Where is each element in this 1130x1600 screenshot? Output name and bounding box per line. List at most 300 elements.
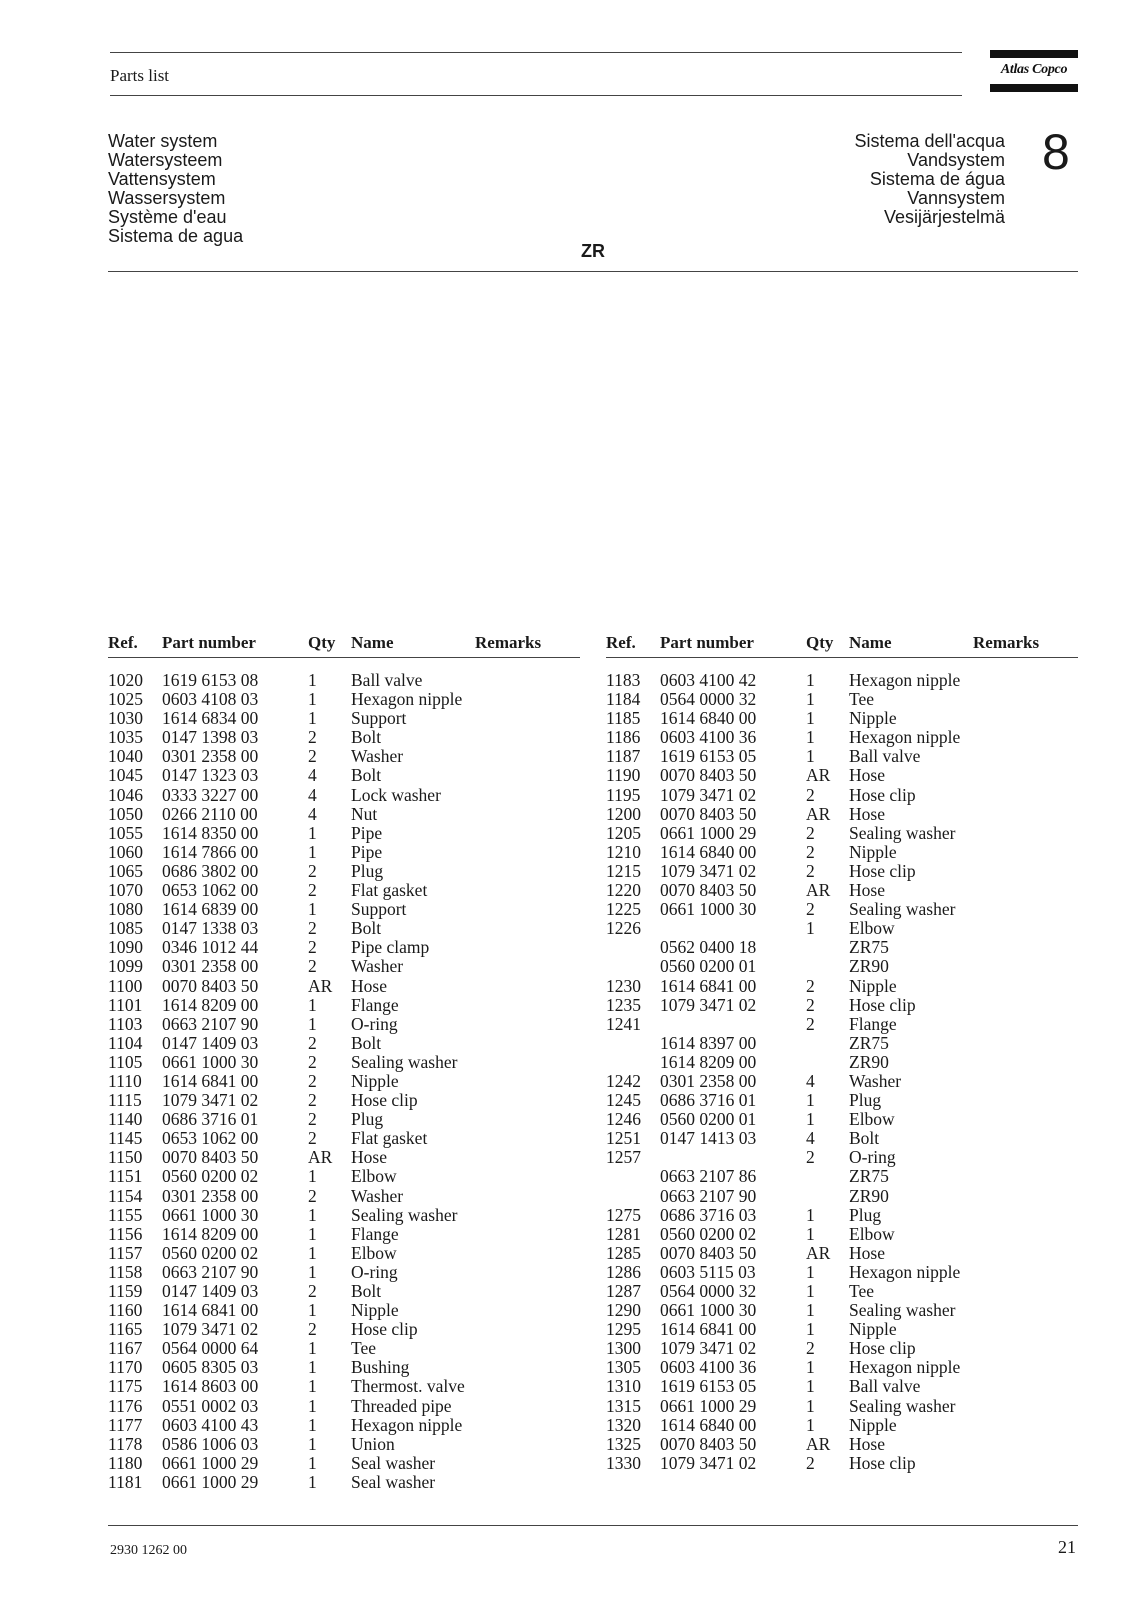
cell-ref: 1200: [606, 803, 641, 824]
cell-name: Support: [351, 708, 407, 729]
cell-name: Hose clip: [351, 1319, 418, 1340]
table-row: [108, 1416, 580, 1435]
cell-part-number: 1614 8397 00: [660, 1032, 757, 1053]
table-row: [606, 1244, 1078, 1263]
cell-name: Bolt: [849, 1128, 880, 1149]
cell-ref: 1257: [606, 1147, 641, 1168]
cell-ref: 1085: [108, 918, 143, 939]
cell-ref: 1320: [606, 1414, 641, 1435]
cell-qty: AR: [806, 1433, 831, 1454]
table-row: [108, 786, 580, 805]
cell-ref: 1025: [108, 689, 143, 710]
cell-ref: 1046: [108, 784, 143, 805]
cell-name: ZR75: [849, 1166, 889, 1187]
table-row: [606, 747, 1078, 766]
cell-part-number: 0147 1409 03: [162, 1281, 259, 1301]
cell-qty: 1: [806, 708, 815, 729]
table-row: [108, 1320, 580, 1339]
table-row: [108, 1377, 580, 1396]
cell-part-number: 1614 6840 00: [660, 708, 757, 729]
cell-part-number: 1614 6841 00: [162, 1300, 259, 1321]
table-row: [108, 862, 580, 881]
table-row: [606, 1301, 1078, 1320]
cell-name: Elbow: [849, 1109, 895, 1130]
cell-part-number: 0603 4108 03: [162, 689, 259, 710]
cell-qty: 1: [308, 1471, 317, 1492]
cell-ref: 1325: [606, 1433, 641, 1454]
cell-ref: 1156: [108, 1223, 143, 1244]
cell-part-number: 0686 3716 03: [660, 1204, 757, 1225]
cell-part-number: 1614 8603 00: [162, 1376, 259, 1397]
cell-qty: 2: [308, 880, 317, 901]
cell-part-number: 1079 3471 02: [660, 784, 757, 805]
cell-part-number: 0663 2107 86: [660, 1166, 757, 1187]
table-row: [606, 709, 1078, 728]
cell-qty: 2: [308, 1109, 317, 1130]
cell-part-number: 0661 1000 29: [162, 1471, 259, 1492]
cell-part-number: 0070 8403 50: [162, 1147, 259, 1168]
cell-part-number: 0147 1413 03: [660, 1128, 757, 1149]
cell-qty: 1: [308, 1261, 317, 1282]
cell-ref: 1155: [108, 1204, 143, 1225]
cell-part-number: 0147 1323 03: [162, 765, 259, 786]
cell-ref: 1165: [108, 1319, 143, 1340]
cell-part-number: 1614 7866 00: [162, 841, 259, 862]
cell-part-number: 1619 6153 05: [660, 746, 757, 767]
cell-part-number: 1619 6153 05: [660, 1376, 757, 1397]
cell-part-number: 0301 2358 00: [660, 1070, 757, 1091]
table-row: [108, 843, 580, 862]
cell-ref: 1235: [606, 994, 641, 1015]
cell-name: Nipple: [849, 1414, 897, 1435]
footer-rule: [108, 1525, 1078, 1526]
cell-ref: 1030: [108, 708, 143, 729]
cell-name: Hose clip: [849, 784, 916, 805]
cell-qty: 2: [308, 1319, 317, 1340]
cell-qty: 1: [308, 1433, 317, 1454]
cell-part-number: 1614 6834 00: [162, 708, 259, 729]
cell-ref: 1167: [108, 1338, 143, 1359]
cell-qty: 1: [308, 1242, 317, 1263]
cell-part-number: 1614 6839 00: [162, 899, 259, 920]
cell-ref: 1050: [108, 803, 143, 824]
table-row: [108, 977, 580, 996]
cell-name: Hose clip: [849, 1338, 916, 1359]
cell-name: Seal washer: [351, 1452, 436, 1473]
title-de: Wassersystem: [108, 188, 226, 208]
table-row: [606, 996, 1078, 1015]
cell-name: Flange: [351, 1223, 399, 1244]
cell-name: Hexagon nipple: [849, 1357, 961, 1378]
table-header: [108, 633, 580, 655]
cell-qty: 1: [806, 1281, 815, 1301]
cell-name: ZR75: [849, 1032, 889, 1053]
cell-part-number: 1614 6840 00: [660, 841, 757, 862]
cell-name: Sealing washer: [849, 1300, 956, 1321]
cell-name: Nipple: [849, 841, 897, 862]
cell-part-number: 0586 1006 03: [162, 1433, 259, 1454]
cell-part-number: 0346 1012 44: [162, 937, 259, 958]
table-row: [606, 1435, 1078, 1454]
table-row: [108, 1282, 580, 1301]
cell-ref: 1246: [606, 1109, 641, 1130]
cell-qty: 2: [806, 822, 815, 843]
cell-qty: AR: [308, 975, 333, 996]
cell-qty: 2: [806, 841, 815, 862]
cell-part-number: 0070 8403 50: [660, 1433, 757, 1454]
cell-name: Tee: [351, 1338, 377, 1359]
table-row: [108, 938, 580, 957]
cell-qty: AR: [308, 1147, 333, 1168]
titles-right: [854, 132, 1005, 227]
table-row: [606, 957, 1078, 976]
cell-name: Flange: [849, 1013, 897, 1034]
table-row: [606, 1225, 1078, 1244]
header-remarks: Remarks: [475, 633, 542, 652]
cell-qty: 1: [806, 1261, 815, 1282]
cell-ref: 1110: [108, 1070, 142, 1091]
cell-ref: 1305: [606, 1357, 641, 1378]
cell-ref: 1185: [606, 708, 641, 729]
cell-name: Plug: [351, 860, 384, 881]
cell-part-number: 0603 5115 03: [660, 1261, 756, 1282]
cell-name: Hose: [849, 1433, 885, 1454]
cell-part-number: 0070 8403 50: [162, 975, 259, 996]
table-row: [108, 805, 580, 824]
cell-name: Sealing washer: [849, 899, 956, 920]
cell-part-number: 1619 6153 08: [162, 670, 259, 690]
cell-part-number: 1079 3471 02: [162, 1090, 259, 1111]
cell-ref: 1070: [108, 880, 143, 901]
table-row: [108, 824, 580, 843]
table-row: [108, 1358, 580, 1377]
cell-ref: 1035: [108, 727, 143, 748]
table-row: [108, 1244, 580, 1263]
table-row: [606, 1397, 1078, 1416]
cell-part-number: 0564 0000 32: [660, 689, 757, 710]
cell-part-number: 0686 3802 00: [162, 860, 259, 881]
header-bottom-rule: [110, 95, 962, 96]
cell-ref: 1176: [108, 1395, 143, 1416]
cell-name: Hose: [351, 1147, 387, 1168]
table-row: [606, 1263, 1078, 1282]
cell-ref: 1183: [606, 670, 641, 690]
cell-qty: 1: [308, 822, 317, 843]
cell-qty: 2: [308, 918, 317, 939]
table-row: [606, 1167, 1078, 1186]
cell-ref: 1242: [606, 1070, 641, 1091]
table-row: [108, 1091, 580, 1110]
cell-name: Hose clip: [849, 1452, 916, 1473]
cell-qty: 1: [806, 1204, 815, 1225]
atlas-copco-logo: [990, 50, 1078, 94]
table-row: [606, 843, 1078, 862]
table-header: [606, 633, 1078, 655]
cell-name: O-ring: [351, 1013, 398, 1034]
cell-qty: 4: [308, 765, 317, 786]
cell-ref: 1275: [606, 1204, 641, 1225]
cell-name: Tee: [849, 689, 875, 710]
cell-qty: 1: [806, 1109, 815, 1130]
table-row: [108, 1225, 580, 1244]
model-label: ZR: [581, 241, 605, 261]
cell-name: Hose clip: [849, 994, 916, 1015]
cell-qty: 2: [806, 1147, 815, 1168]
cell-ref: 1045: [108, 765, 143, 786]
cell-name: Pipe clamp: [351, 937, 430, 958]
parts-table-right: [606, 633, 1078, 1473]
cell-name: Hose clip: [849, 860, 916, 881]
cell-part-number: 0147 1398 03: [162, 727, 259, 748]
cell-part-number: 0661 1000 29: [660, 1395, 757, 1416]
cell-qty: 2: [806, 994, 815, 1015]
cell-qty: 2: [308, 1128, 317, 1149]
cell-ref: 1159: [108, 1281, 143, 1301]
cell-part-number: 0070 8403 50: [660, 1242, 757, 1263]
cell-part-number: 0070 8403 50: [660, 803, 757, 824]
cell-qty: 2: [806, 860, 815, 881]
cell-part-number: 0147 1409 03: [162, 1032, 259, 1053]
cell-part-number: 0147 1338 03: [162, 918, 259, 939]
cell-ref: 1195: [606, 784, 641, 805]
cell-ref: 1103: [108, 1013, 143, 1034]
cell-name: Nipple: [849, 1319, 897, 1340]
table-row: [108, 1129, 580, 1148]
cell-ref: 1151: [108, 1166, 143, 1187]
header-qty: Qty: [308, 633, 336, 652]
table-row: [606, 1072, 1078, 1091]
cell-ref: 1154: [108, 1185, 143, 1206]
cell-qty: 2: [806, 1452, 815, 1473]
cell-qty: 1: [806, 1395, 815, 1416]
cell-name: Hose: [351, 975, 387, 996]
cell-part-number: 0661 1000 29: [162, 1452, 259, 1473]
table-row: [108, 900, 580, 919]
cell-name: Hose: [849, 803, 885, 824]
cell-name: Hose: [849, 880, 885, 901]
cell-part-number: 0661 1000 29: [660, 822, 757, 843]
page-number: 21: [1058, 1537, 1076, 1557]
cell-qty: 2: [806, 975, 815, 996]
cell-name: Threaded pipe: [351, 1395, 452, 1416]
cell-ref: 1100: [108, 975, 143, 996]
table-row: [108, 996, 580, 1015]
table-row: [606, 1282, 1078, 1301]
table-row: [108, 881, 580, 900]
table-row: [108, 766, 580, 785]
cell-ref: 1178: [108, 1433, 143, 1454]
cell-name: Hose: [849, 765, 885, 786]
table-row: [606, 1148, 1078, 1167]
cell-ref: 1065: [108, 860, 143, 881]
header-name: Name: [351, 633, 394, 652]
cell-qty: 2: [308, 860, 317, 881]
cell-qty: AR: [806, 765, 831, 786]
cell-ref: 1230: [606, 975, 641, 996]
cell-qty: 2: [806, 1338, 815, 1359]
cell-qty: 2: [308, 956, 317, 977]
cell-name: Sealing washer: [849, 822, 956, 843]
cell-ref: 1330: [606, 1452, 641, 1473]
header-qty: Qty: [806, 633, 834, 652]
table-row: [606, 786, 1078, 805]
cell-qty: 1: [806, 1357, 815, 1378]
title-nl: Watersysteem: [108, 150, 223, 170]
cell-qty: 2: [308, 1070, 317, 1091]
cell-ref: 1226: [606, 918, 641, 939]
cell-name: Bolt: [351, 765, 382, 786]
cell-ref: 1150: [108, 1147, 143, 1168]
cell-ref: 1215: [606, 860, 641, 881]
cell-qty: 1: [308, 1223, 317, 1244]
cell-qty: 2: [308, 727, 317, 748]
cell-part-number: 0686 3716 01: [162, 1109, 259, 1130]
cell-qty: 1: [308, 899, 317, 920]
cell-name: Pipe: [351, 841, 383, 862]
cell-ref: 1285: [606, 1242, 641, 1263]
cell-name: Seal washer: [351, 1471, 436, 1492]
table-row: [108, 1053, 580, 1072]
cell-qty: 1: [308, 1166, 317, 1187]
logo-bottom-bar: [990, 84, 1078, 92]
cell-name: Hexagon nipple: [849, 727, 961, 748]
table-row: [606, 1187, 1078, 1206]
table-row: [108, 1148, 580, 1167]
cell-qty: 1: [806, 1223, 815, 1244]
cell-name: Bolt: [351, 727, 382, 748]
table-row: [606, 824, 1078, 843]
cell-name: Bolt: [351, 1032, 382, 1053]
cell-ref: 1281: [606, 1223, 641, 1244]
cell-qty: 4: [806, 1128, 815, 1149]
cell-ref: 1315: [606, 1395, 641, 1416]
cell-name: Ball valve: [351, 670, 423, 690]
cell-ref: 1310: [606, 1376, 641, 1397]
cell-name: Nipple: [351, 1070, 399, 1091]
cell-ref: 1099: [108, 956, 143, 977]
cell-name: Plug: [849, 1090, 882, 1111]
cell-ref: 1295: [606, 1319, 641, 1340]
cell-ref: 1181: [108, 1471, 143, 1492]
cell-ref: 1060: [108, 841, 143, 862]
cell-name: O-ring: [351, 1261, 398, 1282]
cell-name: Elbow: [351, 1166, 397, 1187]
cell-part-number: 1614 6841 00: [660, 1319, 757, 1340]
table-row: [606, 805, 1078, 824]
title-fr: Système d'eau: [108, 207, 227, 227]
table-row: [108, 1167, 580, 1186]
header-ref: Ref.: [108, 633, 138, 652]
table-row: [108, 1473, 580, 1492]
cell-part-number: 1614 8350 00: [162, 822, 259, 843]
cell-part-number: 0661 1000 30: [162, 1204, 259, 1225]
table-row: [606, 977, 1078, 996]
cell-qty: 2: [806, 784, 815, 805]
cell-qty: 1: [806, 1319, 815, 1340]
cell-ref: 1220: [606, 880, 641, 901]
cell-ref: 1101: [108, 994, 143, 1015]
title-rule: [108, 271, 1078, 272]
cell-part-number: 1079 3471 02: [660, 1338, 757, 1359]
cell-name: ZR90: [849, 1051, 889, 1072]
cell-qty: 1: [806, 727, 815, 748]
cell-part-number: 0551 0002 03: [162, 1395, 259, 1416]
cell-qty: 2: [308, 1051, 317, 1072]
table-row: [606, 690, 1078, 709]
titles-left: [108, 132, 243, 246]
cell-name: Sealing washer: [351, 1051, 458, 1072]
cell-part-number: 0301 2358 00: [162, 746, 259, 767]
table-row: [108, 1110, 580, 1129]
cell-qty: 1: [806, 918, 815, 939]
cell-ref: 1170: [108, 1357, 143, 1378]
chapter-number: 8: [1042, 124, 1070, 180]
cell-name: Bolt: [351, 918, 382, 939]
table-body: [108, 671, 580, 1492]
cell-ref: 1105: [108, 1051, 143, 1072]
cell-name: Hexagon nipple: [849, 1261, 961, 1282]
cell-name: Union: [351, 1433, 395, 1454]
table-row: [108, 919, 580, 938]
title-da: Vandsystem: [907, 150, 1005, 170]
table-row: [606, 938, 1078, 957]
cell-part-number: 0661 1000 30: [660, 899, 757, 920]
cell-part-number: 1614 6841 00: [660, 975, 757, 996]
cell-ref: 1115: [108, 1090, 142, 1111]
cell-name: Elbow: [849, 1223, 895, 1244]
cell-qty: 1: [308, 841, 317, 862]
cell-ref: 1140: [108, 1109, 143, 1130]
cell-part-number: 1614 8209 00: [162, 994, 259, 1015]
cell-name: Washer: [351, 956, 404, 977]
cell-part-number: 0603 4100 42: [660, 670, 757, 690]
cell-qty: 1: [806, 1414, 815, 1435]
cell-ref: 1187: [606, 746, 641, 767]
cell-qty: 2: [308, 1281, 317, 1301]
cell-qty: 1: [308, 1452, 317, 1473]
cell-name: Hexagon nipple: [849, 670, 961, 690]
cell-name: Plug: [849, 1204, 882, 1225]
table-row: [606, 1110, 1078, 1129]
cell-name: ZR90: [849, 1185, 889, 1206]
cell-ref: 1020: [108, 670, 143, 690]
cell-name: Hexagon nipple: [351, 689, 463, 710]
logo-top-bar: [990, 50, 1078, 58]
cell-part-number: 0070 8403 50: [660, 880, 757, 901]
table-row: [606, 671, 1078, 690]
title-it: Sistema dell'acqua: [854, 131, 1005, 151]
cell-name: Plug: [351, 1109, 384, 1130]
cell-part-number: 0663 2107 90: [660, 1185, 757, 1206]
cell-name: O-ring: [849, 1147, 896, 1168]
cell-part-number: 0266 2110 00: [162, 803, 258, 824]
cell-qty: 1: [806, 689, 815, 710]
cell-ref: 1175: [108, 1376, 143, 1397]
cell-qty: 1: [308, 1414, 317, 1435]
cell-qty: 2: [308, 1185, 317, 1206]
table-row: [606, 1129, 1078, 1148]
title-no: Vannsystem: [907, 188, 1005, 208]
cell-ref: 1158: [108, 1261, 143, 1282]
cell-ref: 1290: [606, 1300, 641, 1321]
cell-qty: 2: [806, 1013, 815, 1034]
cell-part-number: 0560 0200 01: [660, 956, 757, 977]
table-row: [108, 728, 580, 747]
cell-part-number: 0333 3227 00: [162, 784, 259, 805]
title-es: Sistema de agua: [108, 226, 244, 246]
cell-qty: AR: [806, 1242, 831, 1263]
parts-table-left: [108, 633, 580, 1492]
